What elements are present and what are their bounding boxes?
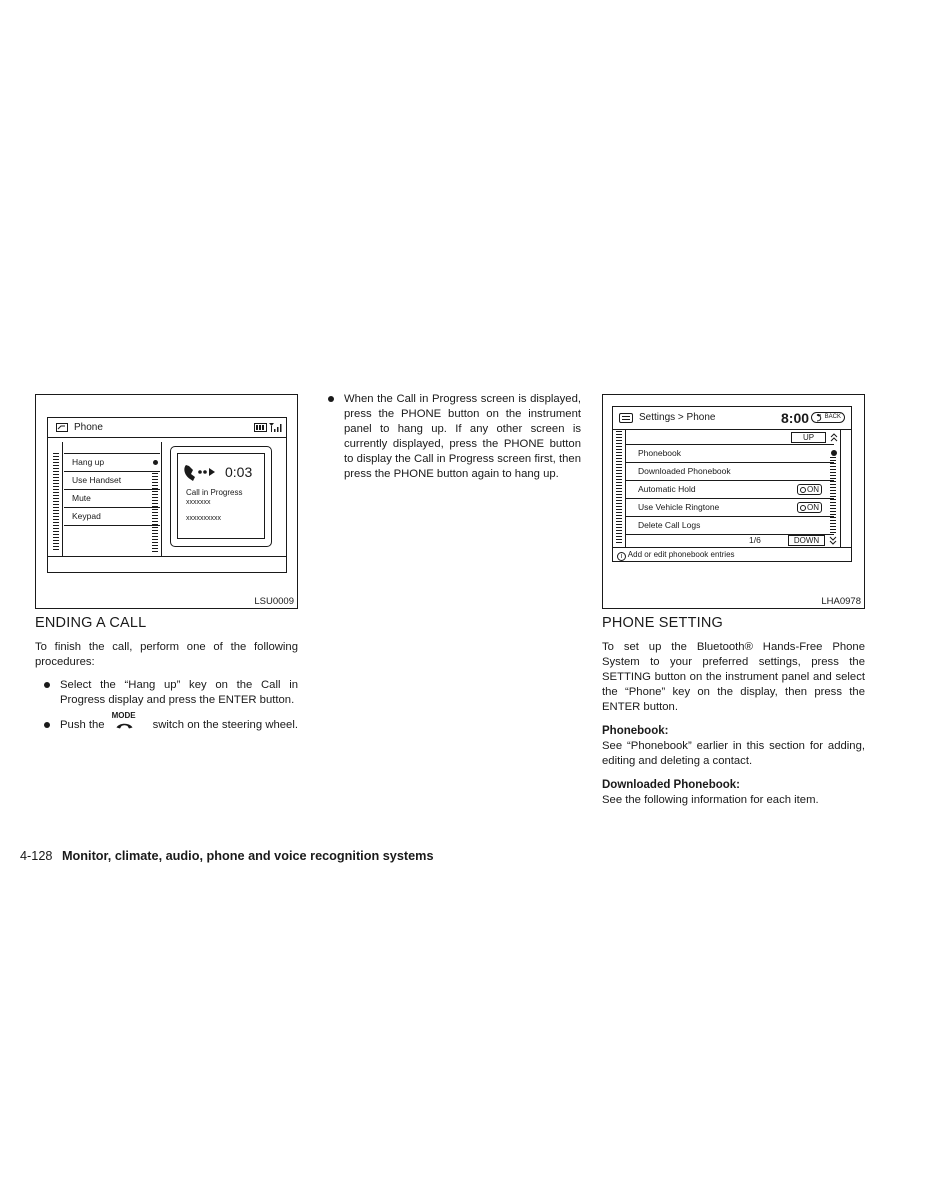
scroll-up-icon[interactable] [830,432,838,442]
right-column [602,614,865,808]
hint-text: Add or edit phonebook entries [627,550,735,559]
call-panel-inner [177,453,265,539]
settings-screen-title: Settings > Phone [639,412,716,423]
page-footer [20,848,434,864]
phone-screen [47,417,287,573]
figure-call-in-progress [35,394,298,609]
caller-name: xxxxxxx [186,499,211,506]
scroll-down-icon[interactable] [829,536,837,546]
bullet-mode-switch [35,711,298,733]
scroll-position-dot [153,460,158,465]
phone-handset-icon [116,722,133,729]
figure-code-lha0978: LHA0978 [821,596,861,607]
page-number: 4-128 [20,849,53,863]
mode-switch-icon: MODE [111,718,139,733]
vehicle-ringtone-toggle[interactable]: ON [797,502,822,513]
back-arrow-icon [815,414,823,422]
settings-item-automatic-hold[interactable]: Automatic Hold [626,480,834,498]
bullet-mode-text-before: Push the [60,719,105,731]
settings-item-downloaded-phonebook[interactable]: Downloaded Phonebook [626,462,834,480]
settings-app-icon [619,413,633,423]
bullet-dot [44,682,50,688]
bullet-mode-text-after: switch on the steering wheel. [152,719,298,731]
settings-item-use-vehicle-ringtone[interactable]: Use Vehicle Ringtone [626,498,834,516]
left-scroll-ticks [616,431,622,545]
phone-app-icon [56,423,68,432]
heading-ending-a-call: ENDING A CALL [35,615,147,631]
settings-screen [612,406,852,562]
automatic-hold-toggle[interactable]: ON [797,484,822,495]
settings-item-phonebook[interactable]: Phonebook [626,444,834,462]
info-icon: i [617,552,626,561]
call-active-icon [183,464,221,482]
right-scroll-ticks [830,457,836,533]
bullet-hang-up: Select the “Hang up” key on the Call in Progress display and press the ENTER button. [35,678,298,708]
figure-code-lsu0009: LSU0009 [254,596,294,607]
toggle-ring-icon [800,487,806,493]
caller-number: xxxxxxxxxx [186,515,221,522]
ending-call-intro: To finish the call, perform one of the following procedures: [35,641,298,668]
menu-item-keypad[interactable]: Keypad [64,507,160,525]
bullet-dot [44,722,50,728]
battery-icon [254,423,268,432]
clock: 8:00 [781,410,810,426]
figure-phone-settings [602,394,865,609]
menu-item-hang-up[interactable]: Hang up [64,453,160,471]
scroll-position-dot [831,450,837,456]
subheading-downloaded-phonebook: Downloaded Phonebook: [602,779,740,791]
phone-screen-title: Phone [74,422,103,433]
screen-bottom-bar [48,556,286,557]
phone-title-bar [48,418,286,438]
phonebook-text: See “Phonebook” earlier in this section for adding, editing and deleting a contact. [602,740,865,767]
phone-setting-intro: To set up the Bluetooth® Hands-Free Phone System to your preferred settings, press the SETTING button on the instrument panel and select the “Phone” key on the display, then press the ENTER button. [602,641,865,713]
menu-item-use-handset[interactable]: Use Handset [64,471,160,489]
settings-item-delete-call-logs[interactable]: Delete Call Logs [626,516,834,534]
subheading-phonebook: Phonebook: [602,725,669,737]
middle-column [319,392,581,482]
back-button[interactable]: BACK [811,412,845,423]
right-frame-line [840,430,841,547]
menu-bottom-line [64,525,160,526]
left-scroll-ticks [53,453,59,551]
hint-bar [613,547,851,562]
signal-icon [269,422,282,432]
menu-item-mute[interactable]: Mute [64,489,160,507]
call-status-label: Call in Progress [186,488,243,497]
call-panel-outer [170,446,272,547]
left-column [35,614,298,733]
middle-frame-line [161,442,163,556]
bullet-dot [328,396,334,402]
downloaded-phonebook-text: See the following information for each item. [602,794,819,806]
down-button[interactable]: DOWN [788,535,825,546]
bullet-call-in-progress-screen: When the Call in Progress screen is displayed, press the PHONE button on the instrument panel to hang up. If any other screen is currently displayed, press the PHONE button to display the Call in Progress screen first, then press the PHONE button again to hang up. [319,392,581,482]
page-indicator: 1/6 [749,535,761,545]
call-timer: 0:03 [225,464,253,480]
up-button[interactable]: UP [791,432,826,443]
section-title: Monitor, climate, audio, phone and voice recognition systems [61,849,434,863]
heading-phone-setting: PHONE SETTING [602,615,724,631]
middle-scroll-ticks [152,473,158,553]
settings-title-bar [613,407,851,430]
toggle-ring-icon [800,505,806,511]
